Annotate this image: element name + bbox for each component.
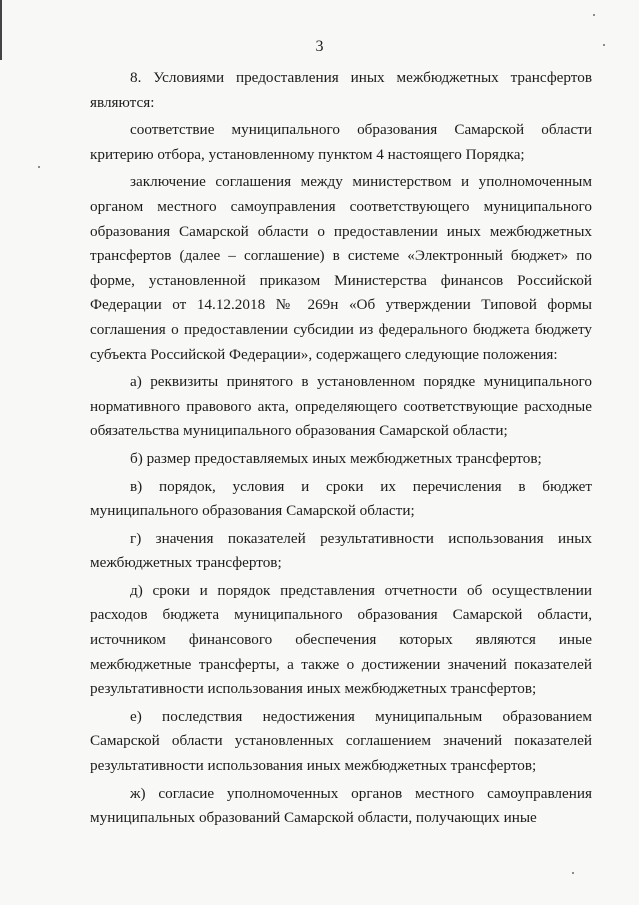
- scan-speck: [38, 166, 40, 168]
- scan-speck: [572, 872, 574, 874]
- page-number: 3: [315, 38, 324, 55]
- paragraph-conditions-intro: 8. Условиями предоставления иных межбюджетных трансфертов являются:: [90, 69, 592, 111]
- paragraph-item-g: г) значения показателей результативности использования иных межбюджетных трансфертов;: [90, 529, 592, 572]
- paragraph-item-a: а) реквизиты принятого в установленном порядке муниципального нормативного правового акта, определяющего соответствующие расходные обязательства муниципального образования Самарской области;: [90, 373, 592, 440]
- paragraph-agreement: заключение соглашения между министерством и уполномоченным органом местного самоуправления соответствующего муниципального образования Самарской области о предоставлении иных межбюджетных трансфертов (далее – соглашение) в системе «Электронный бюджет» по форме, установленной приказом Министерства финансов Российской Федерации от 14.12.2018 № 269н «Об утверждении Типовой формы соглашения о предоставлении субсидии из федерального бюджета бюджету субъекта Российской Федерации», содержащего следующие положения:: [90, 173, 592, 363]
- document-body: [90, 66, 592, 831]
- paragraph-item-b: б) размер предоставляемых иных межбюджетных трансфертов;: [130, 449, 542, 467]
- paragraph-item-v: в) порядок, условия и сроки их перечисления в бюджет муниципального образования Самарской области;: [90, 477, 592, 520]
- scan-speck: [603, 44, 605, 46]
- scan-speck: [593, 14, 595, 16]
- paragraph-item-e: е) последствия недостижения муниципальным образованием Самарской области установленных соглашением значений показателей результативности использования иных межбюджетных трансфертов;: [90, 707, 592, 775]
- paragraph-item-d: д) сроки и порядок представления отчетности об осуществлении расходов бюджета муниципального образования Самарской области, источником финансового обеспечения которых являются иные межбюджетные трансферты, а также о достижении значений показателей результативности использования иных межбюджетных трансфертов;: [90, 581, 592, 698]
- paragraph-selection-criterion: соответствие муниципального образования Самарской области критерию отбора, установленному пунктом 4 настоящего Порядка;: [90, 121, 592, 163]
- paragraph-item-zh: ж) согласие уполномоченных органов местного самоуправления муниципальных образований Самарской области, получающих иные: [90, 784, 592, 827]
